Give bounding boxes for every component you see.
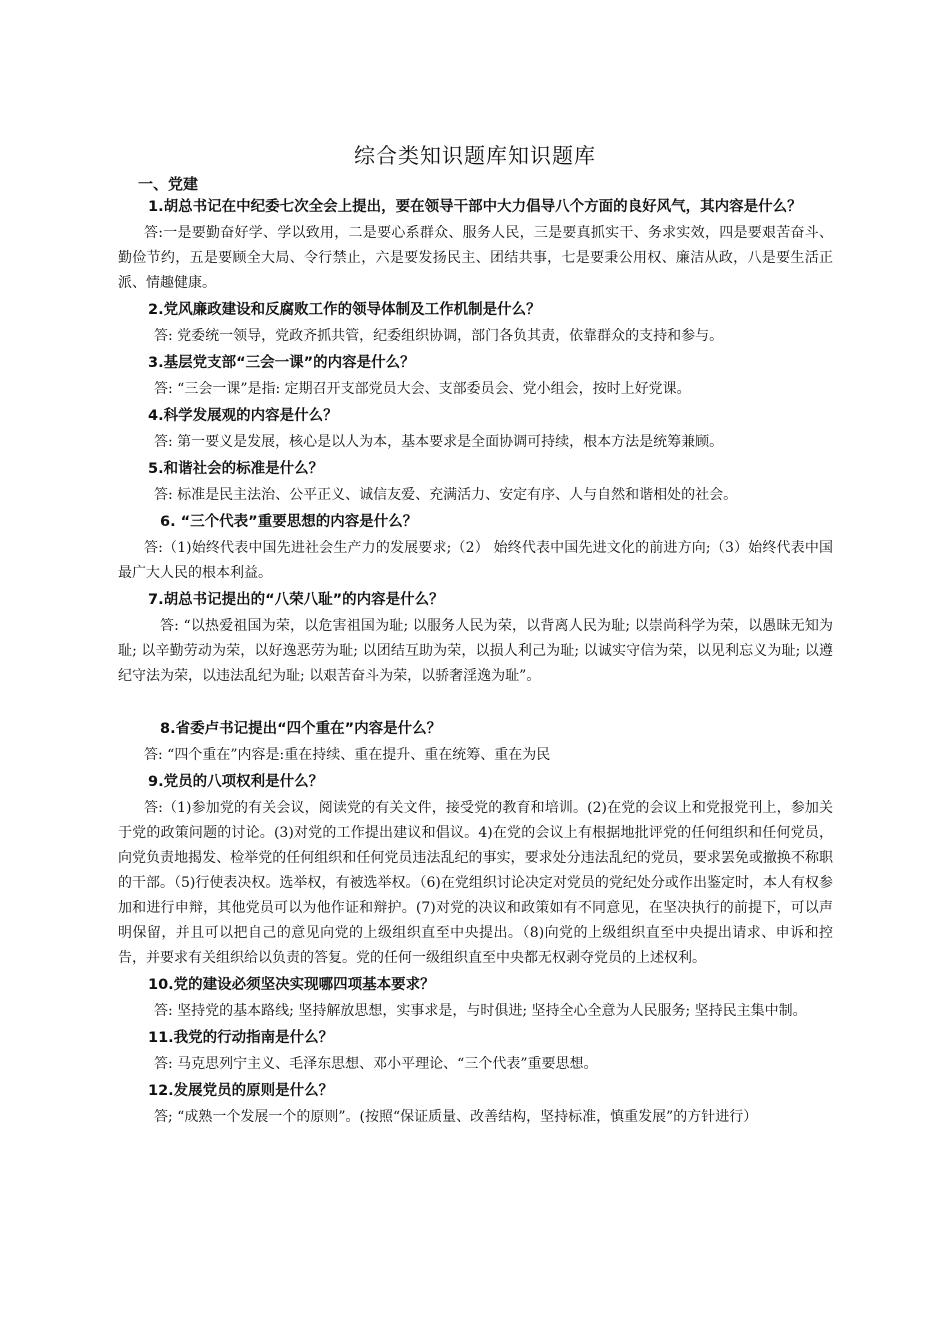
answer: 答: 坚持党的基本路线; 坚持解放思想，实事求是，与时俱进; 坚持全心全意为人民服务; 坚持民主集中制。 [154, 1003, 807, 1019]
answer: 答: 标准是民主法治、公平正义、诚信友爱、充满活力、安定有序、人与自然和谐相处的社会。 [154, 487, 738, 503]
question: 3.基层党支部“三会一课”的内容是什么？ [148, 355, 415, 371]
question: 1.胡总书记在中纪委七次全会上提出，要在领导干部中大力倡导八个方面的良好风气，其内容是什么？ [148, 199, 802, 215]
question: 4.科学发展观的内容是什么？ [148, 408, 338, 424]
question: 7.胡总书记提出的“八荣八耻”的内容是什么？ [148, 592, 444, 608]
answer: 答: “四个重在”内容是:重在持续、重在提升、重在统筹、重在为民 [144, 747, 551, 763]
question: 6. “三个代表”重要思想的内容是什么？ [160, 514, 418, 530]
answer: 答; “成熟一个发展一个的原则”。(按照“保证质量、改善结构，坚持标准，慎重发展”的方针进行） [154, 1109, 758, 1125]
answer: 答:一是要勤奋好学、学以致用，二是要心系群众、服务人民，三是要真抓实干、务求实效，四是要艰苦奋斗、勤俭节约，五是要顾全大局、令行禁止，六是要发扬民主、团结共事，七是要秉公用权、廉洁从政，八是要生活正派、情趣健康。 [118, 225, 833, 291]
document-title: 综合类知识题库知识题库 [354, 144, 596, 168]
question: 5.和谐社会的标准是什么？ [148, 461, 324, 477]
answer: 答: 第一要义是发展，核心是以人为本，基本要求是全面协调可持续，根本方法是统筹兼顾。 [154, 434, 724, 450]
answer: 答: “以热爱祖国为荣，以危害祖国为耻; 以服务人民为荣，以背离人民为耻; 以崇尚科学为荣，以愚昧无知为耻; 以辛勤劳动为荣，以好逸恶劳为耻; 以团结互助为荣，以损人利己为耻; 以诚实守信为荣，以见利忘义为耻; 以遵纪守法为荣，以违法乱纪为耻; 以艰苦奋斗为荣，以骄奢淫逸为耻”。 [118, 618, 833, 684]
question: 11.我党的行动指南是什么？ [148, 1030, 334, 1046]
spacer [118, 691, 833, 717]
answer: 答: 马克思列宁主义、毛泽东思想、邓小平理论、“三个代表”重要思想。 [154, 1056, 598, 1072]
question: 2.党风廉政建设和反腐败工作的领导体制及工作机制是什么？ [148, 302, 541, 318]
answer: 答:（1)始终代表中国先进社会生产力的发展要求;（2） 始终代表中国先进文化的前进方向;（3）始终代表中国最广大人民的根本利益。 [118, 540, 833, 581]
question: 9.党员的八项权利是什么？ [148, 774, 324, 790]
question: 10.党的建设必须坚决实现哪四项基本要求？ [148, 977, 435, 993]
answer: 答:（1)参加党的有关会议，阅读党的有关文件，接受党的教育和培训。(2)在党的会议上和党报党刊上，参加关于党的政策问题的讨论。(3)对党的工作提出建议和倡议。4)在党的会议上有根据地批评党的任何组织和任何党员， 向党负责地揭发、检举党的任何组织和任何党员违法乱纪的事实，要求处分违法乱纪的党员，要求罢免或撤换不称职的干部。（5)行使表决权。选举权，有被选举权。（6)在党组织讨论决定对党员的党纪处分或作出鉴定时，本人有权参加和进行申辩，其他党员可以为他作证和辩护。(7)对党的决议和政策如有不同意见，在坚决执行的前提下，可以声明保留，并且可以把自己的意见向党的上级组织直至中央提出。（8)向党的上级组织直至中央提出请求、申诉和控告，并要求有关组织给以负责的答复。党的任何一级组织直至中央都无权剥夺党员的上述权利。 [118, 800, 833, 966]
qa-list [118, 195, 833, 1132]
answer: 答: “三会一课”是指: 定期召开支部党员大会、支部委员会、党小组会，按时上好党课。 [154, 381, 691, 397]
question: 8.省委卢书记提出“四个重在”内容是什么？ [160, 721, 442, 737]
answer: 答: 党委统一领导，党政齐抓共管，纪委组织协调，部门各负其责，依靠群众的支持和参与。 [154, 328, 724, 344]
question: 12.发展党员的原则是什么？ [148, 1083, 334, 1099]
section-heading: 一、党建 [138, 175, 199, 193]
